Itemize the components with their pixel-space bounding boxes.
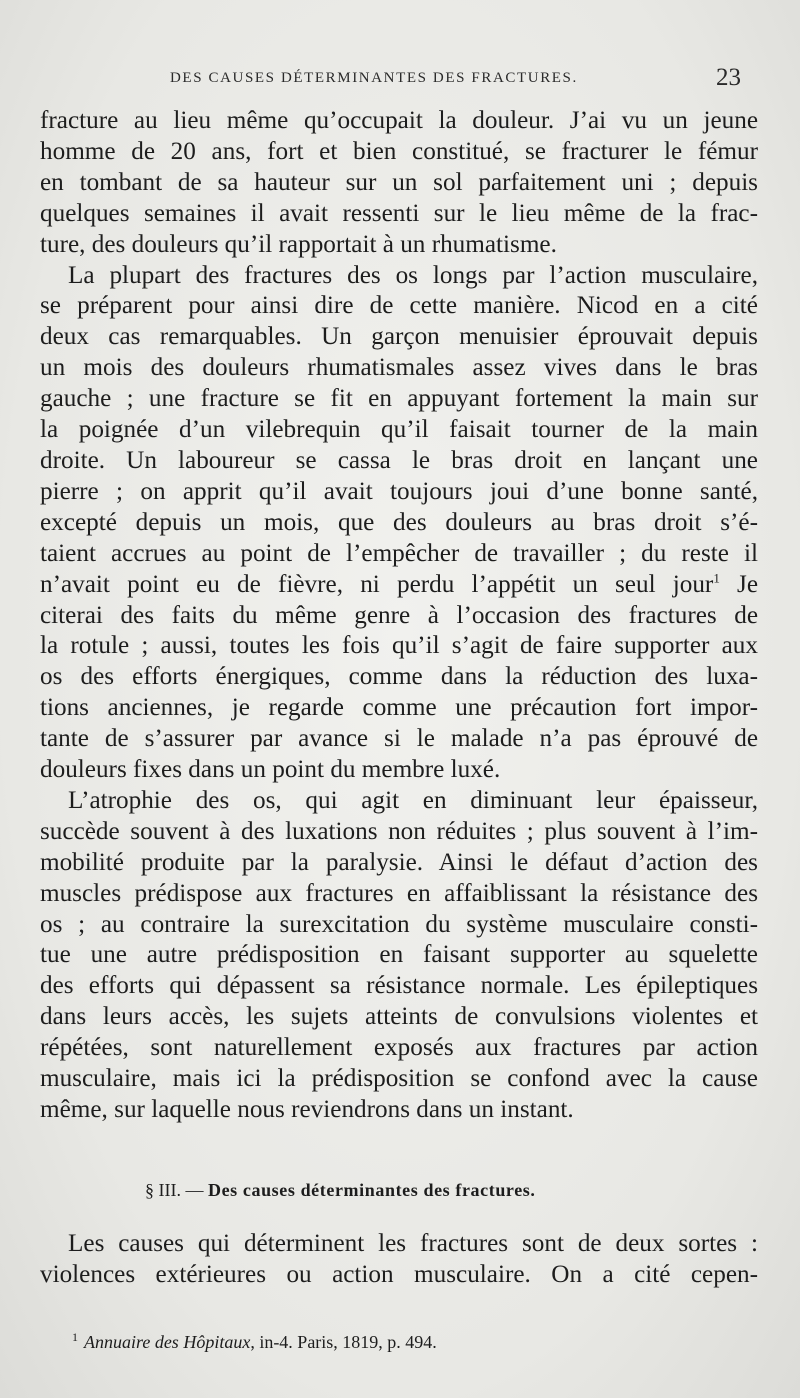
text-line: pierre ; on apprit qu’il avait toujours joui d’une bonne santé, — [40, 477, 758, 505]
text-line: os des efforts énergiques, comme dans la réduction des luxa- — [40, 663, 758, 691]
page-number: 23 — [716, 64, 741, 91]
text-line: la poignée d’un vilebrequin qu’il faisait tourner de la main — [40, 416, 758, 444]
text-line: fracture au lieu même qu’occupait la douleur. J’ai vu un jeune — [40, 107, 758, 134]
text-line — [40, 261, 758, 292]
footnote-title: Annuaire des Hôpitaux — [84, 1332, 251, 1352]
text-line-content: L’atrophie des os, qui agit en diminuant leur épaisseur, — [68, 786, 758, 814]
text-line: des efforts qui dépassent sa résistance normale. Les épileptiques — [40, 972, 758, 1000]
text-line — [40, 786, 758, 817]
running-head: DES CAUSES DÉTERMINANTES DES FRACTURES. — [170, 70, 578, 86]
text-line: os ; au contraire la surexcitation du système musculaire consti- — [40, 910, 758, 938]
text-line: excepté depuis un mois, que des douleurs au bras droit s’é- — [40, 508, 758, 536]
text-line: même, sur laquelle nous reviendrons dans un instant. — [40, 1096, 574, 1123]
text-line: mobilité produite par la paralysie. Ainsi le défaut d’action des — [40, 848, 758, 876]
text-line-tail: Je — [719, 570, 758, 598]
text-line: taient accrues au point de l’empêcher de travailler ; du reste il — [40, 539, 758, 567]
text-line: droite. Un laboureur se cassa le bras droit en lançant une — [40, 446, 758, 474]
footnote — [72, 1330, 672, 1353]
text-line: homme de 20 ans, fort et bien constitué, se fracturer le fémur — [40, 137, 758, 165]
text-line: douleurs fixes dans un point du membre luxé. — [40, 756, 501, 784]
section-label: § III. — — [145, 1180, 204, 1200]
text-line: un mois des douleurs rhumatismales assez vives dans le bras — [40, 354, 758, 382]
text-line: musculaire, mais ici la prédisposition se confond avec la cause — [40, 1065, 758, 1093]
paragraph-2 — [40, 261, 758, 786]
footnote-mark: 1 — [72, 1330, 78, 1344]
text-line-content: Les causes qui déterminent les fractures sont de deux sortes : — [68, 1230, 758, 1257]
text-line: répétées, sont naturellement exposés aux fractures par action — [40, 1034, 758, 1062]
text-line — [40, 570, 758, 601]
text-line: violences extérieures ou action musculaire. On a cité cepen- — [40, 1261, 758, 1288]
text-line: la rotule ; aussi, toutes les fois qu’il s’agit de faire supporter aux — [40, 632, 758, 660]
text-line: tue une autre prédisposition en faisant supporter au squelette — [40, 941, 758, 969]
paragraph-3 — [40, 786, 758, 1126]
text-line: muscles prédispose aux fractures en affaiblissant la résistance des — [40, 879, 758, 907]
text-line-content: n’avait point eu de fièvre, ni perdu l’appétit un seul jour — [40, 570, 714, 598]
text-line: tions anciennes, je regarde comme une précaution fort impor- — [40, 694, 758, 722]
text-line: deux cas remarquables. Un garçon menuisier éprouvait depuis — [40, 323, 758, 351]
text-line: succède souvent à des luxations non réduites ; plus souvent à l’im- — [40, 817, 758, 845]
text-line — [40, 1228, 758, 1259]
text-line: ture, des douleurs qu’il rapportait à un rhumatisme. — [40, 230, 557, 258]
text-line: citerai des faits du même genre à l’occasion des fractures de — [40, 601, 758, 629]
text-line: dans leurs accès, les sujets atteints de convulsions violentes et — [40, 1003, 758, 1031]
text-line: gauche ; une fracture se fit en appuyant fortement la main sur — [40, 385, 758, 413]
section-heading — [145, 1180, 665, 1201]
footnote-details: , in-4. Paris, 1819, p. 494. — [250, 1332, 437, 1352]
text-line: quelques semaines il avait ressenti sur le lieu même de la frac- — [40, 199, 758, 227]
footnote-reference[interactable]: 1 — [713, 570, 720, 586]
section-body-text — [40, 1228, 758, 1290]
text-line: tante de s’assurer par avance si le malade n’a pas éprouvé de — [40, 725, 758, 753]
text-line: se préparent pour ainsi dire de cette manière. Nicod en a cité — [40, 292, 758, 320]
text-line-content: La plupart des fractures des os longs par l’action musculaire, — [68, 261, 758, 289]
section-title: Des causes déterminantes des fractures. — [207, 1180, 536, 1200]
paragraph-1 — [40, 106, 758, 261]
text-line: en tombant de sa hauteur sur un sol parfaitement uni ; depuis — [40, 168, 758, 196]
body-text — [40, 106, 758, 1126]
